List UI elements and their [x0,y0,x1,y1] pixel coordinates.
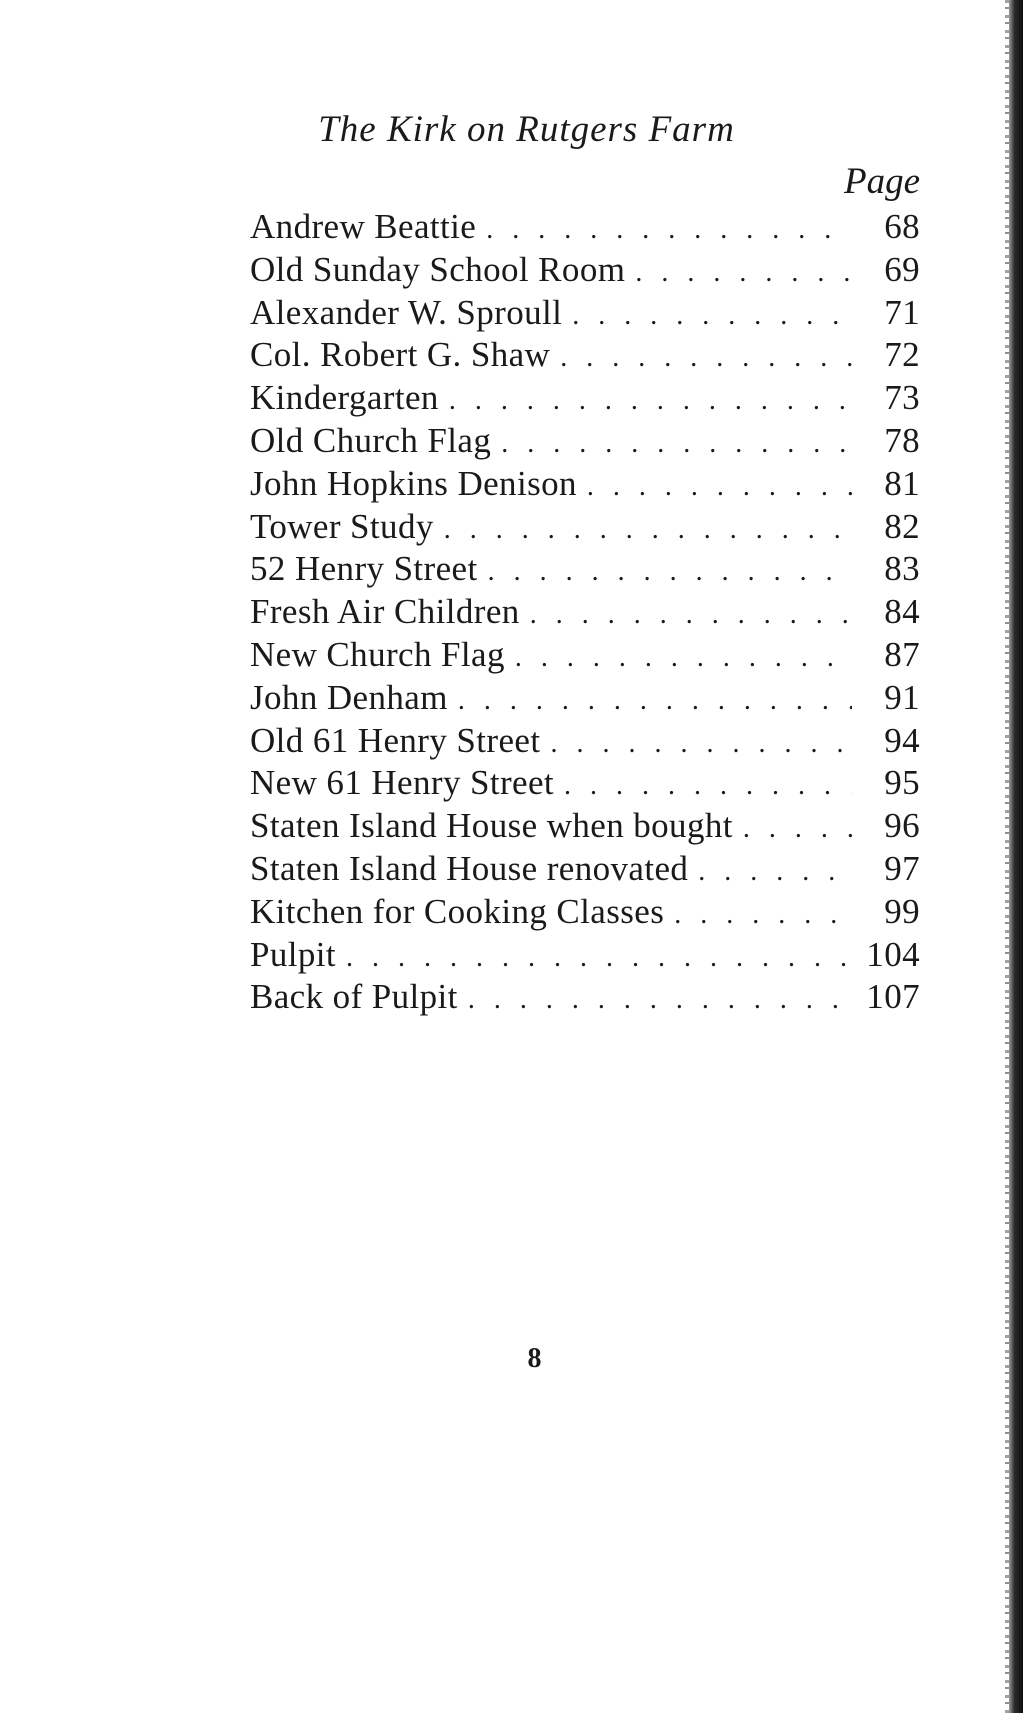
toc-entry [250,463,920,506]
dot-leader [515,637,852,677]
toc-entry-page: 104 [866,934,920,974]
dot-leader [488,551,852,591]
dot-leader [560,337,852,377]
dot-leader [468,979,852,1019]
toc-entry-page: 69 [884,249,920,289]
toc-entry-title: New Church Flag [250,634,505,674]
toc-entry-title: New 61 Henry Street [250,763,555,803]
toc-entry [250,206,920,249]
toc-entry-page: 87 [884,634,920,674]
toc-entry [250,506,920,549]
toc-entry [250,934,920,977]
toc-entry-page: 97 [884,848,920,888]
toc-entry-title: Kindergarten [250,378,439,418]
toc-entry-title: Staten Island House renovated [250,848,689,888]
dot-leader [635,252,852,292]
toc-entry [250,762,920,805]
dot-leader [572,295,852,335]
book-binding-edge [1009,0,1023,1713]
toc-entry-page: 72 [884,335,920,375]
dot-leader [444,509,852,549]
toc-entry-title: Old Sunday School Room [250,249,626,289]
toc-entry-title: Old Church Flag [250,420,492,460]
toc-entry-title: Back of Pulpit [250,977,458,1017]
toc-entry-title: John Hopkins Denison [250,463,577,503]
toc-entry-page: 95 [884,763,920,803]
toc-entry [250,805,920,848]
running-head: The Kirk on Rutgers Farm [318,109,735,150]
toc-entry-title: 52 Henry Street [250,549,478,589]
dot-leader [458,680,852,720]
toc-entry-page: 73 [884,378,920,418]
toc-entry-page: 84 [884,592,920,632]
page-column-heading: Page [843,161,920,202]
toc-entry-title: Fresh Air Children [250,592,520,632]
toc-entry-title: John Denham [250,677,448,717]
toc-entry-title: Pulpit [250,934,337,974]
dot-leader [550,723,852,763]
toc-entry-page: 99 [884,891,920,931]
toc-entry-title: Kitchen for Cooking Classes [250,891,665,931]
dot-leader [743,808,852,848]
toc-entry-title: Alexander W. Sproull [250,292,563,332]
toc-entry-page: 91 [884,677,920,717]
toc-entry-page: 81 [884,463,920,503]
toc-entry [250,976,920,1019]
toc-entry [250,292,920,335]
toc-entry [250,720,920,763]
toc-entry [250,891,920,934]
dot-leader [501,423,852,463]
toc-entry [250,420,920,463]
toc-entry-page: 96 [884,806,920,846]
toc-entry-title: Col. Robert G. Shaw [250,335,551,375]
toc-entry [250,677,920,720]
toc-entry-page: 83 [884,549,920,589]
toc-entry-page: 82 [884,506,920,546]
toc-entry-page: 107 [866,977,920,1017]
dot-leader [346,937,852,977]
dot-leader [449,380,852,420]
toc-entry-title: Old 61 Henry Street [250,720,541,760]
toc-entry-title: Staten Island House when bought [250,806,733,846]
page-number: 8 [527,1343,542,1374]
toc-entry [250,249,920,292]
dot-leader [564,765,852,805]
dot-leader [486,209,852,249]
dot-leader [530,594,852,634]
dot-leader [674,894,852,934]
toc-entry [250,591,920,634]
toc-entry [250,377,920,420]
dot-leader [698,851,852,891]
toc-entry [250,548,920,591]
toc-entry [250,634,920,677]
dot-leader [587,466,852,506]
toc-entry-page: 94 [884,720,920,760]
toc-entry [250,334,920,377]
toc-entry-page: 68 [884,207,920,246]
toc-entry [250,848,920,891]
toc-entry-title: Tower Study [250,506,434,546]
list-of-illustrations [250,206,920,1019]
toc-entry-page: 78 [884,420,920,460]
toc-entry-page: 71 [884,292,920,332]
toc-entry-title: Andrew Beattie [250,207,477,246]
